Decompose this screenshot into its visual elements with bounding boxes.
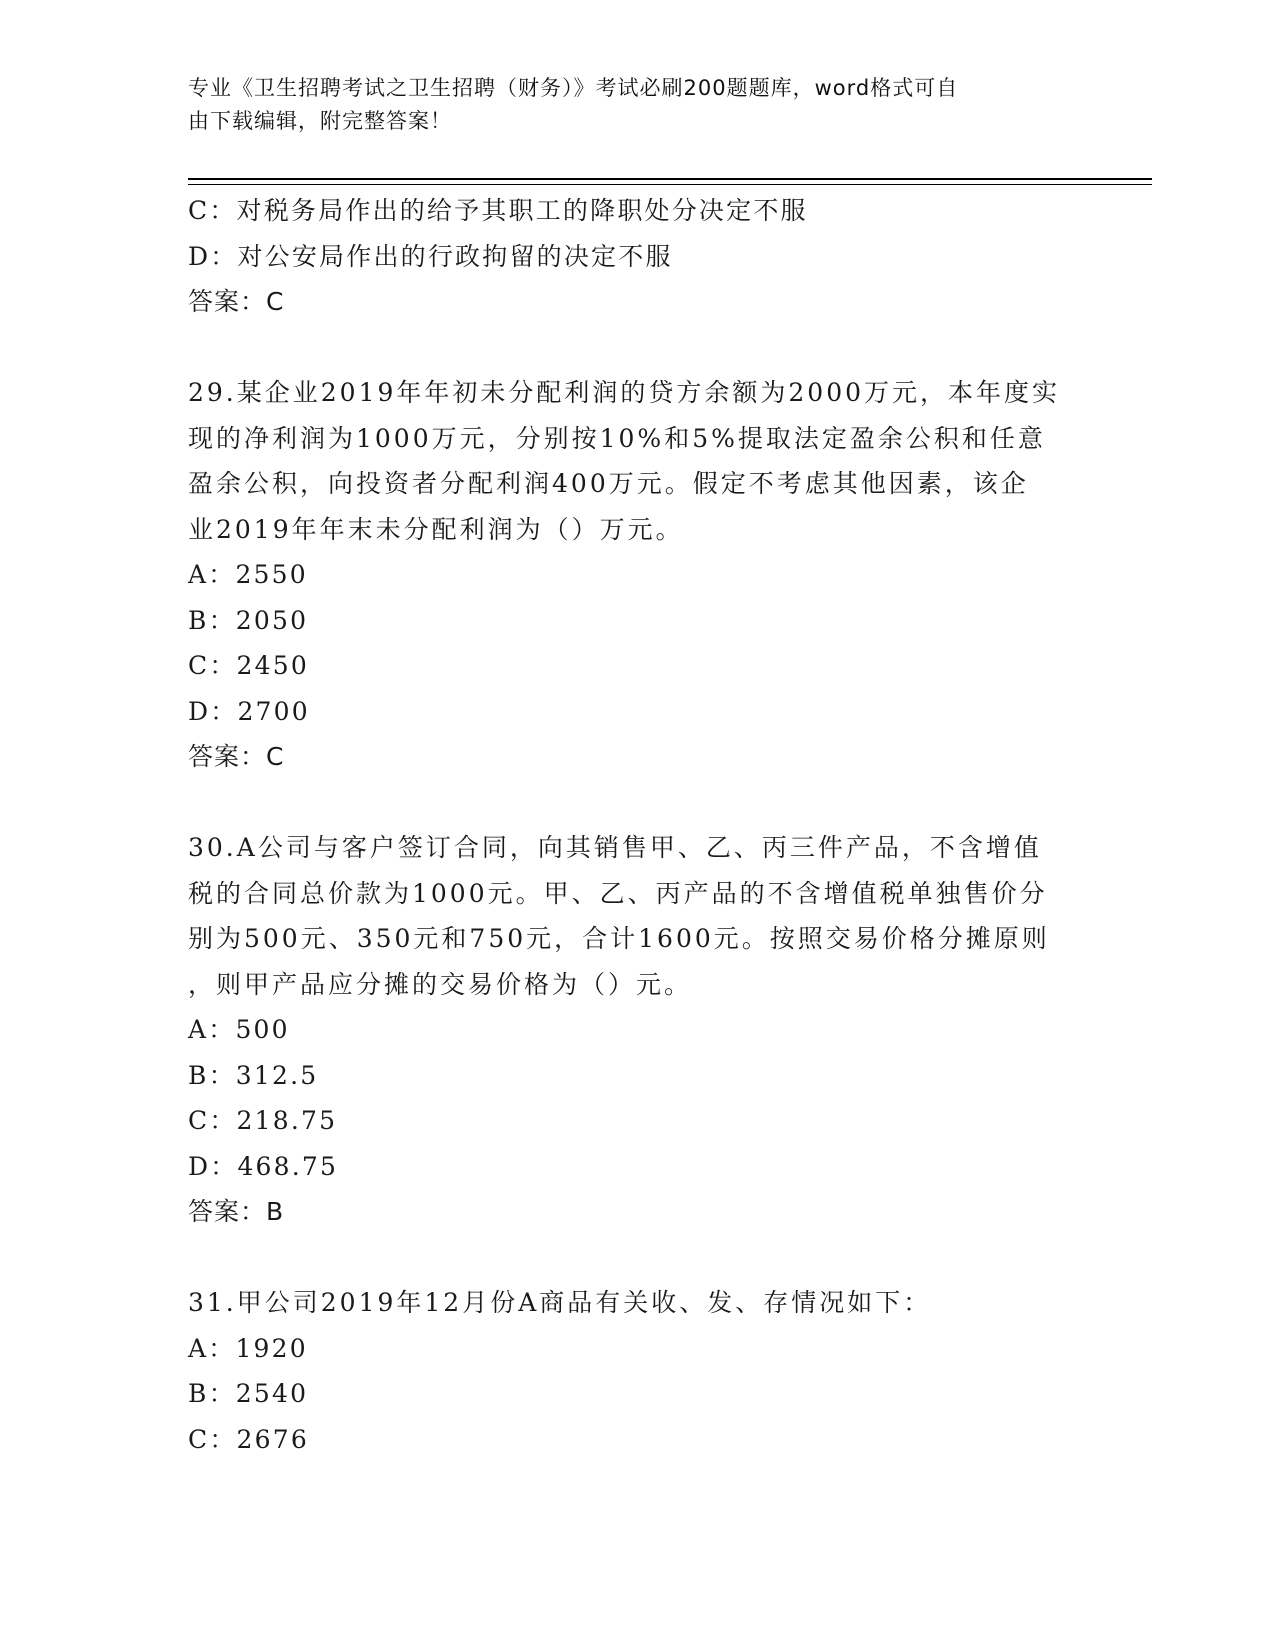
- header-divider-thin: [188, 184, 1152, 185]
- spacer: [188, 780, 1088, 826]
- spacer: [188, 1235, 1088, 1281]
- question-30: [188, 825, 1088, 1235]
- question-stem-line: 别为500元、350元和750元，合计1600元。按照交易价格分摊原则: [188, 924, 1050, 953]
- option-c: C：2676: [188, 1424, 309, 1454]
- option-d: D：2700: [188, 696, 310, 726]
- option-c: C：对税务局作出的给予其职工的降职处分决定不服: [188, 196, 808, 225]
- question-stem-line: 31.甲公司2019年12月份A商品有关收、发、存情况如下：: [188, 1288, 932, 1317]
- document-header: [188, 72, 1068, 138]
- question-31: [188, 1280, 1088, 1462]
- question-stem-line: 税的合同总价款为1000元。甲、乙、丙产品的不含增值税单独售价分: [188, 878, 1048, 908]
- previous-question: [188, 188, 1088, 325]
- option-a: A：1920: [188, 1333, 308, 1363]
- question-stem-line: 30.A公司与客户签订合同，向其销售甲、乙、丙三件产品，不含增值: [188, 833, 1042, 862]
- question-stem-line: 盈余公积，向投资者分配利润400万元。假定不考虑其他因素，该企: [188, 469, 1029, 498]
- option-b: B：312.5: [188, 1060, 319, 1090]
- header-line-1: 专业《卫生招聘考试之卫生招聘（财务）》考试必刷200题题库，word格式可自: [188, 76, 959, 100]
- option-b: B：2540: [188, 1379, 309, 1408]
- question-29: [188, 370, 1088, 780]
- option-c: C：2450: [188, 651, 309, 680]
- answer-line: 答案：C: [188, 287, 285, 316]
- header-line-2: 由下载编辑，附完整答案！: [188, 109, 452, 133]
- option-a: A：2550: [188, 560, 308, 589]
- option-b: B：2050: [188, 605, 309, 635]
- spacer: [188, 325, 1088, 371]
- question-stem-line: 29.某企业2019年年初未分配利润的贷方余额为2000万元，本年度实: [188, 378, 1061, 407]
- option-c: C：218.75: [188, 1106, 338, 1135]
- question-stem-line: 业2019年年末未分配利润为（）万元。: [188, 514, 684, 544]
- option-d: D：468.75: [188, 1151, 339, 1181]
- question-content: [188, 188, 1088, 1462]
- header-divider-thick: [188, 178, 1152, 180]
- answer-line: 答案：B: [188, 1197, 285, 1226]
- question-stem-line: 现的净利润为1000万元，分别按10%和5%提取法定盈余公积和任意: [188, 423, 1046, 453]
- option-d: D：对公安局作出的行政拘留的决定不服: [188, 241, 673, 271]
- answer-line: 答案：C: [188, 742, 285, 771]
- question-stem-line: ，则甲产品应分摊的交易价格为（）元。: [188, 969, 693, 999]
- option-a: A：500: [188, 1015, 290, 1044]
